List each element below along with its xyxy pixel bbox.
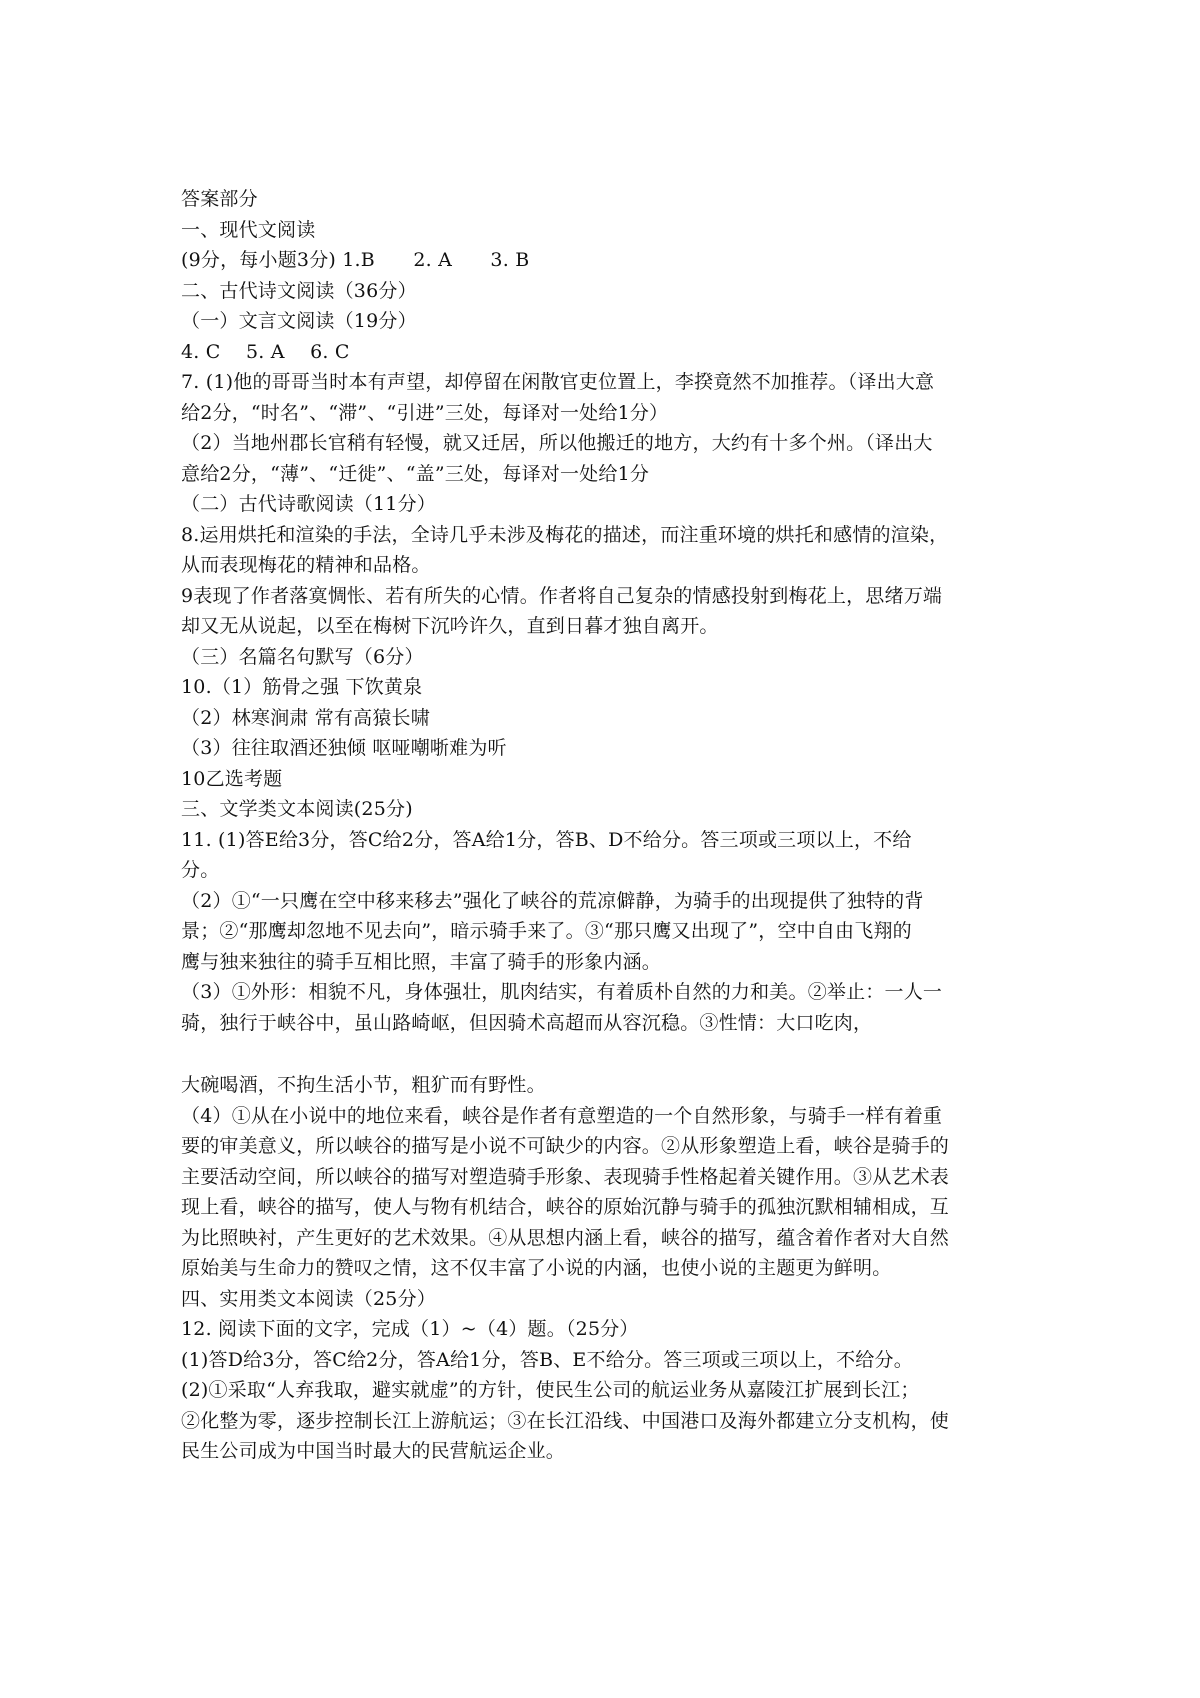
answer-line: 骑，独行于峡谷中，虽山路崎岖，但因骑术高超而从容沉稳。③性情：大口吃肉， [181,1011,873,1034]
answer-line: （4）①从在小说中的地位来看，峡谷是作者有意塑造的一个自然形象，与骑手一样有着重 [181,1104,943,1127]
answer-line: 10.（1）筋骨之强 下饮黄泉 [181,676,423,698]
answer-line: 要的审美意义，所以峡谷的描写是小说不可缺少的内容。②从形象塑造上看，峡谷是骑手的 [181,1135,950,1157]
answer-line: 12. 阅读下面的文字，完成（1）~（4）题。（25分） [181,1318,639,1340]
answer-line: （3）①外形：相貌不凡，身体强壮，肌肉结实，有着质朴自然的力和美。②举止：一人一 [181,981,943,1003]
answer-line: （2）①“一只鹰在空中移来移去”强化了峡谷的荒凉僻静，为骑手的出现提供了独特的背 [181,889,924,912]
answer-line: 9表现了作者落寞惆怅、若有所失的心情。作者将自己复杂的情感投射到梅花上，思绪万端 [181,584,943,607]
answer-line: ②化整为零，逐步控制长江上游航运；③在长江沿线、中国港口及海外都建立分支机构，使 [181,1409,950,1432]
section-heading: 一、现代文阅读 [181,218,316,241]
answer-line: 意给2分，“薄”、“迁徙”、“盖”三处，每译对一处给1分 [181,462,650,485]
subsection-heading: （一）文言文阅读（19分） [181,310,417,332]
page-break-gap [181,1038,1031,1070]
section-heading: 四、实用类文本阅读（25分） [181,1287,436,1310]
answer-line: （3）往往取酒还独倾 呕哑嘲哳难为听 [181,737,507,759]
section-heading: 三、文学类文本阅读(25分) [181,798,413,820]
section-heading: 二、古代诗文阅读（36分） [181,279,417,302]
answer-line: 8.运用烘托和渲染的手法，全诗几乎未涉及梅花的描述，而注重环境的烘托和感情的渲染， [181,523,949,546]
answer-line: 主要活动空间，所以峡谷的描写对塑造骑手形象、表现骑手性格起着关键作用。③从艺术表 [181,1165,950,1188]
subsection-heading: （三）名篇名句默写（6分） [181,645,424,668]
answer-line: （2）林寒涧肃 常有高猿长啸 [181,706,430,729]
answer-line: 原始美与生命力的赞叹之情，这不仅丰富了小说的内涵，也使小说的主题更为鲜明。 [181,1257,892,1279]
answer-line: （2）当地州郡长官稍有轻慢，就又迁居，所以他搬迁的地方，大约有十多个州。（译出大 [181,432,933,454]
answer-line: 11. (1)答E给3分，答C给2分，答A给1分，答B、D不给分。答三项或三项以上，不给 [181,828,912,851]
answer-line: (9分，每小题3分) 1.B 2. A 3. B [181,249,530,271]
answer-document [181,184,1031,1467]
answer-line: 为比照映衬，产生更好的艺术效果。④从思想内涵上看，峡谷的描写，蕴含着作者对大自然 [181,1226,950,1249]
answer-line: (1)答D给3分，答C给2分，答A给1分，答B、E不给分。答三项或三项以上，不给分。 [181,1348,913,1371]
answer-line: 景；②“那鹰却忽地不见去向”，暗示骑手来了。③“那只鹰又出现了”，空中自由飞翔的 [181,920,912,942]
answer-line: 鹰与独来独往的骑手互相比照，丰富了骑手的形象内涵。 [181,950,662,973]
answer-line: 10乙选考题 [181,767,283,790]
doc-title: 答案部分 [181,188,258,210]
answer-line: (2)①采取“人弃我取，避实就虚”的方针，使民生公司的航运业务从嘉陵江扩展到长江； [181,1379,920,1401]
answer-line: 给2分，“时名”、“滞”、“引进”三处，每译对一处给1分） [181,401,669,424]
answer-line: 民生公司成为中国当时最大的民营航运企业。 [181,1440,566,1462]
answer-line: 大碗喝酒，不拘生活小节，粗犷而有野性。 [181,1074,546,1096]
answer-line: 4. C 5. A 6. C [181,340,350,363]
answer-line: 分。 [181,859,220,881]
answer-line: 却又无从说起，以至在梅树下沉吟许久，直到日暮才独自离开。 [181,615,719,637]
answer-line: 现上看，峡谷的描写，使人与物有机结合，峡谷的原始沉静与骑手的孤独沉默相辅相成，互 [181,1196,950,1218]
subsection-heading: （二）古代诗歌阅读（11分） [181,493,436,515]
answer-line: 7. (1)他的哥哥当时本有声望，却停留在闲散官吏位置上，李揆竟然不加推荐。（译出大意 [181,371,935,393]
answer-line: 从而表现梅花的精神和品格。 [181,554,431,576]
